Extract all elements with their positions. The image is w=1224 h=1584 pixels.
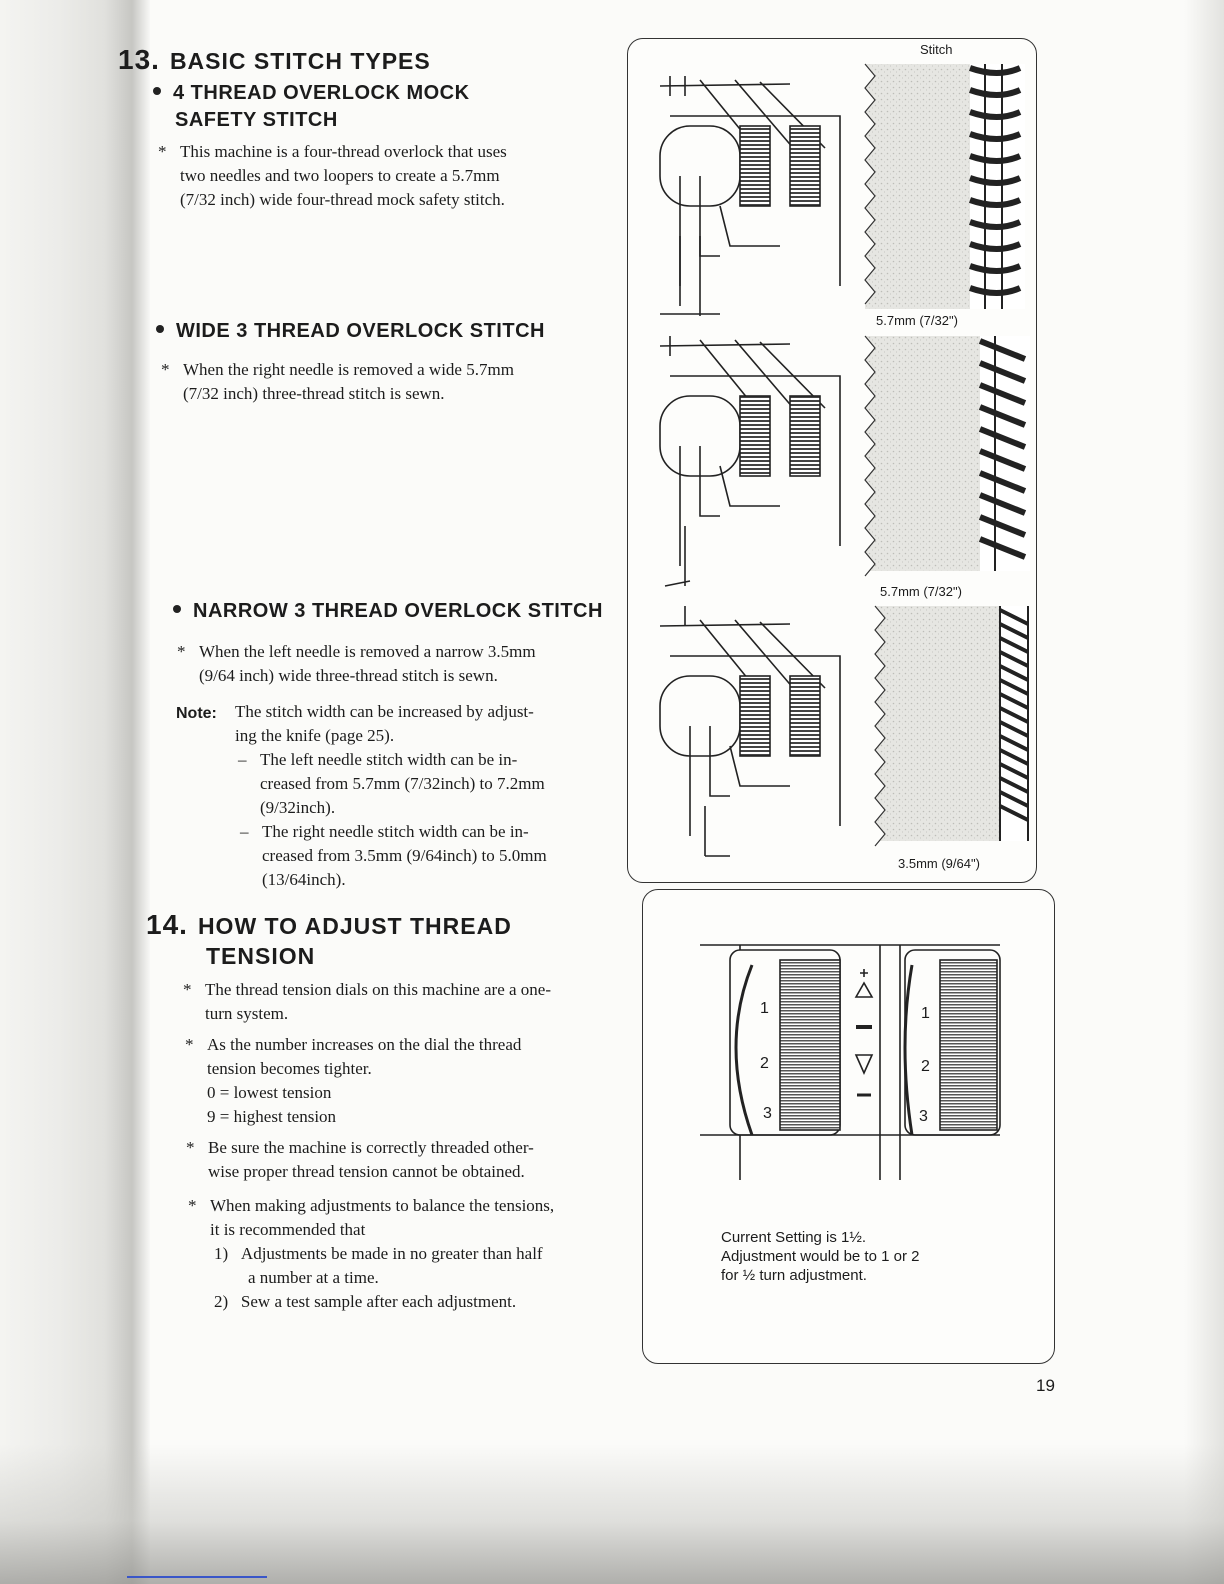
text-line: When the left needle is removed a narrow 3.5mm	[199, 642, 536, 661]
text-line: This machine is a four-thread overlock that uses	[180, 142, 507, 161]
text-line: creased from 5.7mm (7/32inch) to 7.2mm	[260, 774, 545, 793]
text-line: (9/64 inch) wide three-thread stitch is sewn.	[199, 666, 498, 685]
page-number: 19	[1036, 1376, 1055, 1395]
sub1-title-line2: SAFETY STITCH	[175, 109, 338, 131]
note-dash-1	[238, 748, 545, 820]
text-line: 0 = lowest tension	[207, 1083, 332, 1102]
s14-bullet-4	[188, 1194, 555, 1242]
text-line: creased from 3.5mm (9/64inch) to 5.0mm	[262, 846, 547, 865]
section-13-title: BASIC STITCH TYPES	[169, 48, 431, 74]
text-line: (7/32 inch) three-thread stitch is sewn.	[183, 384, 445, 403]
text-line: The right needle stitch width can be in-	[262, 822, 529, 841]
machine-sketch-narrow3thread	[660, 606, 840, 856]
text-line: it is recommended that	[210, 1220, 366, 1239]
left-dial-number-2: 2	[760, 1055, 769, 1072]
text-line: tension becomes tighter.	[207, 1059, 372, 1078]
s14-bullet-2	[185, 1033, 522, 1129]
section-13-heading	[118, 44, 431, 76]
left-dial-number-1: 1	[760, 1000, 769, 1017]
text-line: Be sure the machine is correctly threaded other-	[208, 1138, 534, 1157]
left-dial-number-3: 3	[763, 1105, 772, 1122]
text-line: (9/32inch).	[260, 798, 336, 817]
bullet-icon	[156, 325, 164, 333]
text-line: The stitch width can be increased by adjust-	[235, 702, 534, 721]
stitch-caption-1: 5.7mm (7/32")	[876, 313, 958, 328]
caption-line: Adjustment would be to 1 or 2	[721, 1248, 920, 1265]
sub1-paragraph	[158, 140, 507, 212]
tension-caption	[721, 1228, 919, 1285]
s14-bullet-3	[186, 1136, 534, 1184]
stitch-swatch-narrow3thread	[875, 606, 1030, 846]
text-line: When making adjustments to balance the tensions,	[210, 1196, 555, 1215]
text-line: The left needle stitch width can be in-	[260, 750, 518, 769]
asterisk-icon: *	[186, 1138, 195, 1157]
asterisk-icon: *	[185, 1035, 194, 1054]
text-line: As the number increases on the dial the thread	[207, 1035, 522, 1054]
stitch-swatch-4thread	[865, 64, 1025, 309]
tension-dials-illustration	[700, 935, 1010, 1185]
bottom-edge-mark	[127, 1576, 267, 1578]
bullet-icon	[173, 605, 181, 613]
text-line: ing the knife (page 25).	[235, 726, 395, 745]
note-paragraph	[235, 700, 534, 748]
text-line: a number at a time.	[248, 1268, 379, 1287]
stitch-caption-3: 3.5mm (9/64")	[898, 856, 980, 871]
note-dash-2	[240, 820, 547, 892]
section-13-number: 13.	[118, 44, 160, 75]
caption-line: Current Setting is 1½.	[721, 1229, 867, 1246]
sub1-heading	[153, 80, 470, 134]
text-line: When the right needle is removed a wide 5.7mm	[183, 360, 514, 379]
dash-icon: –	[240, 822, 249, 841]
text-line: 9 = highest tension	[207, 1107, 337, 1126]
sub3-heading	[173, 598, 603, 625]
right-dial-number-3: 3	[919, 1108, 928, 1125]
right-dial-number-2: 2	[921, 1058, 930, 1075]
stitch-illustrations	[640, 56, 1030, 876]
stitch-swatch-wide3thread	[865, 336, 1030, 576]
list-number: 1)	[214, 1244, 229, 1263]
sub2-title: WIDE 3 THREAD OVERLOCK STITCH	[176, 320, 545, 342]
text-line: two needles and two loopers to create a 5.7mm	[180, 166, 500, 185]
text-line: Sew a test sample after each adjustment.	[240, 1292, 517, 1311]
asterisk-icon: *	[161, 360, 170, 379]
scan-shadow-bottom	[0, 1444, 1224, 1584]
scan-shadow-left	[0, 0, 150, 1584]
machine-sketch-wide3thread	[660, 336, 840, 586]
list-number: 2)	[214, 1292, 229, 1311]
s14-bullet-1	[183, 978, 552, 1026]
right-dial-number-1: 1	[921, 1005, 930, 1022]
sub3-paragraph	[177, 640, 536, 688]
dash-icon: –	[238, 750, 247, 769]
asterisk-icon: *	[188, 1196, 197, 1215]
s14-numbered-1	[214, 1242, 543, 1290]
sub2-heading	[156, 318, 545, 345]
sub2-paragraph	[161, 358, 514, 406]
scan-shadow-right	[1184, 0, 1224, 1584]
stitch-column-header: Stitch	[920, 42, 953, 57]
text-line: (13/64inch).	[262, 870, 346, 889]
section-14-title-line1: HOW TO ADJUST THREAD	[197, 913, 512, 939]
caption-line: for ½ turn adjustment.	[721, 1267, 867, 1284]
text-line: Adjustments be made in no greater than half	[240, 1244, 543, 1263]
stitch-caption-2: 5.7mm (7/32")	[880, 584, 962, 599]
machine-sketch-4thread	[660, 76, 840, 316]
asterisk-icon: *	[158, 142, 167, 161]
sub3-title: NARROW 3 THREAD OVERLOCK STITCH	[193, 600, 603, 622]
text-line: wise proper thread tension cannot be obtained.	[208, 1162, 525, 1181]
asterisk-icon: *	[183, 980, 192, 999]
sub1-title-line1: 4 THREAD OVERLOCK MOCK	[173, 82, 470, 104]
asterisk-icon: *	[177, 642, 186, 661]
note-label: Note:	[176, 705, 217, 722]
text-line: turn system.	[205, 1004, 289, 1023]
text-line: (7/32 inch) wide four-thread mock safety stitch.	[180, 190, 505, 209]
bullet-icon	[153, 87, 161, 95]
section-14-heading	[146, 910, 512, 971]
s14-numbered-2	[214, 1290, 516, 1314]
section-14-title-line2: TENSION	[206, 943, 316, 969]
section-14-number: 14.	[146, 909, 188, 940]
text-line: The thread tension dials on this machine are a one-	[205, 980, 552, 999]
